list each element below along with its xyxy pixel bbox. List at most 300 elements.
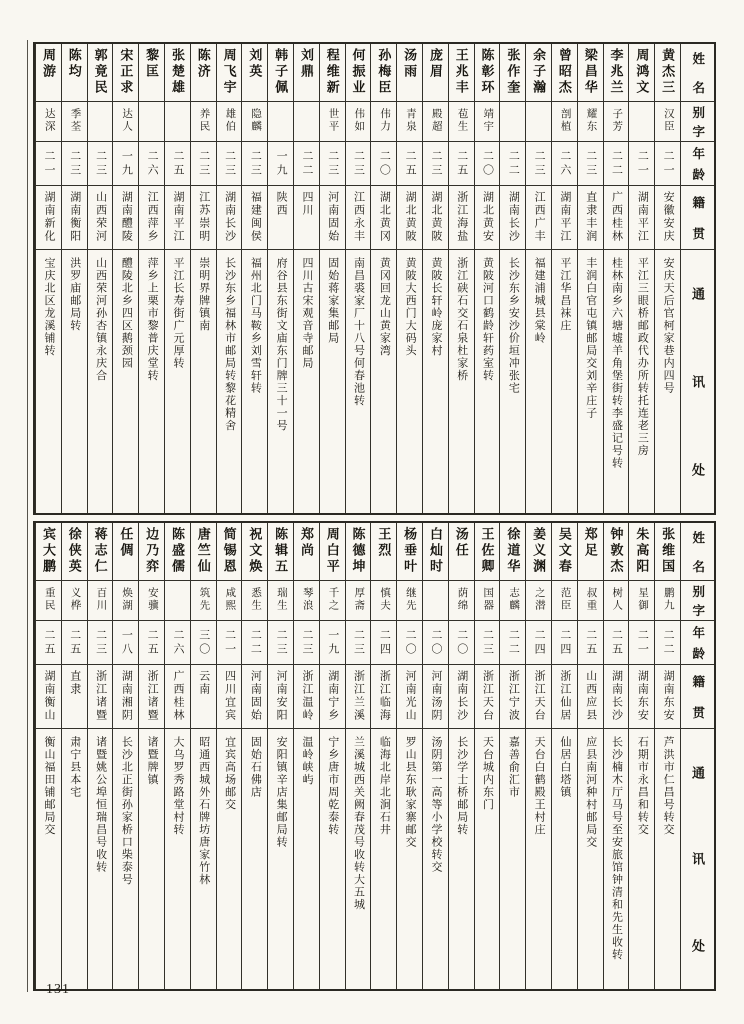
name-cell: 李兆兰 xyxy=(608,48,624,96)
person-column xyxy=(448,44,474,513)
header-name xyxy=(681,44,714,101)
name-cell: 杨垂叶 xyxy=(402,527,418,575)
age-cell: 二六 xyxy=(139,141,164,185)
person-column xyxy=(603,523,629,989)
person-column xyxy=(35,523,61,989)
name-cell: 郑尚 xyxy=(298,527,314,559)
address-cell: 宜宾高场邮交 xyxy=(217,728,242,989)
header-char: 字 xyxy=(690,604,705,617)
person-column xyxy=(164,44,190,513)
age-cell: 二五 xyxy=(139,620,164,664)
age-cell: 二一 xyxy=(629,620,654,664)
zi-cell xyxy=(165,580,190,620)
header-char: 字 xyxy=(690,125,705,138)
header-char: 别 xyxy=(690,584,705,597)
address-cell: 芦洪市仁昌号转交 xyxy=(655,728,680,989)
header-char: 名 xyxy=(690,80,705,93)
zi-cell: 达深 xyxy=(36,101,61,141)
age-cell: 二六 xyxy=(165,620,190,664)
zi-cell xyxy=(268,101,293,141)
native-cell: 山西应县 xyxy=(578,664,603,728)
age-cell: 一九 xyxy=(113,141,138,185)
person-column xyxy=(216,523,242,989)
zi-cell xyxy=(139,101,164,141)
person-column xyxy=(216,44,242,513)
native-cell: 浙江宁波 xyxy=(500,664,525,728)
address-cell: 石期市永昌和转交 xyxy=(629,728,654,989)
person-column xyxy=(345,523,371,989)
address-cell: 四川古宋观音寺邮局 xyxy=(294,249,319,513)
native-cell: 浙江天台 xyxy=(475,664,500,728)
age-cell: 二三 xyxy=(423,141,448,185)
header-char: 贯 xyxy=(690,227,705,240)
native-cell: 四川宜宾 xyxy=(217,664,242,728)
person-column xyxy=(654,523,680,989)
native-cell: 湖南平江 xyxy=(165,185,190,249)
address-cell: 天台白鹤殿王村庄 xyxy=(526,728,551,989)
header-char: 处 xyxy=(690,462,705,476)
zi-cell: 百川 xyxy=(88,580,113,620)
name-cell: 刘鼎 xyxy=(298,48,314,80)
person-column xyxy=(499,44,525,513)
address-cell: 昭通西城外石牌坊唐家竹林 xyxy=(191,728,216,989)
zi-cell: 义桦 xyxy=(62,580,87,620)
person-column xyxy=(87,523,113,989)
address-cell: 洪罗庙邮局转 xyxy=(62,249,87,513)
zi-cell xyxy=(629,101,654,141)
name-cell: 祝文焕 xyxy=(247,527,263,575)
native-cell: 广西桂林 xyxy=(604,185,629,249)
person-column xyxy=(61,44,87,513)
zi-cell: 慎夫 xyxy=(371,580,396,620)
address-cell: 丰润白官屯镇邮局交刘辛庄子 xyxy=(578,249,603,513)
name-cell: 余子瀚 xyxy=(531,48,547,96)
age-cell: 二〇 xyxy=(475,141,500,185)
zi-cell xyxy=(423,580,448,620)
address-cell: 长沙东乡安沙价垣冲张宅 xyxy=(500,249,525,513)
native-cell: 浙江天台 xyxy=(526,664,551,728)
address-cell: 临海北岸北涧石井 xyxy=(371,728,396,989)
person-column xyxy=(87,44,113,513)
header-age xyxy=(681,620,714,664)
age-cell: 二三 xyxy=(217,141,242,185)
age-cell: 二三 xyxy=(191,141,216,185)
age-cell: 二〇 xyxy=(449,620,474,664)
person-column xyxy=(267,523,293,989)
native-cell: 湖南平江 xyxy=(629,185,654,249)
zi-cell: 季荃 xyxy=(62,101,87,141)
header-char: 姓 xyxy=(690,52,705,65)
age-cell: 二〇 xyxy=(397,620,422,664)
name-cell: 郭竟民 xyxy=(92,48,108,96)
name-cell: 周白平 xyxy=(324,527,340,575)
name-cell: 黎匡 xyxy=(144,48,160,80)
name-cell: 宾大鹏 xyxy=(40,527,56,575)
address-cell: 山西荣河孙杏镇永庆合 xyxy=(88,249,113,513)
header-char: 贯 xyxy=(690,706,705,719)
age-cell: 二三 xyxy=(268,620,293,664)
address-cell: 诸暨姚公埠恒瑞昌号收转 xyxy=(88,728,113,989)
name-cell: 宋正求 xyxy=(118,48,134,96)
native-cell: 浙江兰溪 xyxy=(346,664,371,728)
header-char: 通 xyxy=(690,287,705,301)
name-cell: 陈辑五 xyxy=(273,527,289,575)
address-cell: 固始蒋家集邮局 xyxy=(320,249,345,513)
address-cell: 汤阴第一高等小学校转交 xyxy=(423,728,448,989)
name-cell: 陈盛儒 xyxy=(169,527,185,575)
name-cell: 陈均 xyxy=(66,48,82,80)
address-cell: 浙江硖石交石泉杜家桥 xyxy=(449,249,474,513)
zi-cell: 子芳 xyxy=(604,101,629,141)
zi-cell: 瑞生 xyxy=(268,580,293,620)
name-cell: 周鸿文 xyxy=(634,48,650,96)
person-column xyxy=(345,44,371,513)
person-column xyxy=(525,44,551,513)
person-column xyxy=(267,44,293,513)
name-cell: 黄杰三 xyxy=(660,48,676,96)
age-cell: 二五 xyxy=(62,620,87,664)
header-native xyxy=(681,185,714,249)
person-column xyxy=(190,523,216,989)
person-column xyxy=(654,44,680,513)
address-cell: 醴陵北乡四区鹅颈园 xyxy=(113,249,138,513)
native-cell: 湖北黄安 xyxy=(475,185,500,249)
header-address xyxy=(681,249,714,513)
person-column xyxy=(577,44,603,513)
person-column xyxy=(293,44,319,513)
native-cell: 湖北黄陂 xyxy=(423,185,448,249)
native-cell: 河南汤阴 xyxy=(423,664,448,728)
person-column xyxy=(319,523,345,989)
address-cell: 长沙学士桥邮局转 xyxy=(449,728,474,989)
age-cell: 二三 xyxy=(320,141,345,185)
native-cell: 河南安阳 xyxy=(268,664,293,728)
header-char: 龄 xyxy=(690,647,705,660)
age-cell: 二六 xyxy=(552,141,577,185)
age-cell: 二一 xyxy=(217,620,242,664)
age-cell: 三〇 xyxy=(191,620,216,664)
person-column xyxy=(241,523,267,989)
address-cell: 平江长寿街广元厚转 xyxy=(165,249,190,513)
zi-cell: 殿超 xyxy=(423,101,448,141)
age-cell: 二三 xyxy=(346,141,371,185)
age-cell: 二五 xyxy=(36,620,61,664)
person-column xyxy=(551,523,577,989)
native-cell: 浙江海盐 xyxy=(449,185,474,249)
name-cell: 陈德坤 xyxy=(350,527,366,575)
native-cell: 广西桂林 xyxy=(165,664,190,728)
address-cell: 黄陂大西门大码头 xyxy=(397,249,422,513)
address-cell: 宁乡唐市周乾泰转 xyxy=(320,728,345,989)
name-cell: 吴文春 xyxy=(556,527,572,575)
zi-cell: 剖植 xyxy=(552,101,577,141)
age-cell: 二三 xyxy=(294,620,319,664)
native-cell: 湖南新化 xyxy=(36,185,61,249)
zi-cell: 树人 xyxy=(604,580,629,620)
name-cell: 周游 xyxy=(40,48,56,80)
header-column xyxy=(680,523,714,989)
native-cell: 江西萍乡 xyxy=(139,185,164,249)
address-cell: 安庆天后官柯家巷内四号 xyxy=(655,249,680,513)
age-cell: 二三 xyxy=(88,141,113,185)
native-cell: 浙江临海 xyxy=(371,664,396,728)
name-cell: 徐侠英 xyxy=(66,527,82,575)
age-cell: 二五 xyxy=(578,620,603,664)
zi-cell xyxy=(88,101,113,141)
name-cell: 周飞宇 xyxy=(221,48,237,96)
person-column xyxy=(422,44,448,513)
name-cell: 钟敦杰 xyxy=(608,527,624,575)
header-zi xyxy=(681,101,714,141)
header-char: 讯 xyxy=(690,852,705,866)
person-column xyxy=(61,523,87,989)
age-cell: 二〇 xyxy=(423,620,448,664)
address-cell: 宝庆北区龙溪铺转 xyxy=(36,249,61,513)
zi-cell: 悉生 xyxy=(242,580,267,620)
name-cell: 王佐卿 xyxy=(479,527,495,575)
native-cell: 湖南东安 xyxy=(629,664,654,728)
age-cell: 二五 xyxy=(397,141,422,185)
address-cell: 天台城内东门 xyxy=(475,728,500,989)
native-cell: 湖南醴陵 xyxy=(113,185,138,249)
zi-cell: 世平 xyxy=(320,101,345,141)
person-column xyxy=(370,523,396,989)
name-cell: 孙梅臣 xyxy=(376,48,392,96)
name-cell: 边乃弈 xyxy=(144,527,160,575)
zi-cell: 伟如 xyxy=(346,101,371,141)
zi-cell: 靖宇 xyxy=(475,101,500,141)
native-cell: 湖南长沙 xyxy=(449,664,474,728)
name-cell: 王兆丰 xyxy=(453,48,469,96)
native-cell: 江苏崇明 xyxy=(191,185,216,249)
address-cell: 桂林南乡六塘墟羊角堡街转李盛记号转 xyxy=(604,249,629,513)
age-cell: 二〇 xyxy=(371,141,396,185)
person-column xyxy=(138,44,164,513)
zi-cell: 焕湖 xyxy=(113,580,138,620)
header-column xyxy=(680,44,714,513)
header-char: 别 xyxy=(690,105,705,118)
name-cell: 白灿时 xyxy=(427,527,443,575)
header-char: 年 xyxy=(690,625,705,638)
native-cell: 湖南宁乡 xyxy=(320,664,345,728)
zi-cell: 苞生 xyxy=(449,101,474,141)
age-cell: 二四 xyxy=(526,620,551,664)
header-char: 名 xyxy=(690,559,705,572)
header-char: 年 xyxy=(690,146,705,159)
native-cell: 湖南长沙 xyxy=(500,185,525,249)
age-cell: 二二 xyxy=(242,620,267,664)
age-cell: 二四 xyxy=(552,620,577,664)
age-cell: 二五 xyxy=(449,141,474,185)
name-cell: 简锡恩 xyxy=(221,527,237,575)
name-cell: 朱高阳 xyxy=(634,527,650,575)
age-cell: 一八 xyxy=(113,620,138,664)
zi-cell xyxy=(500,101,525,141)
zi-cell: 范臣 xyxy=(552,580,577,620)
person-column xyxy=(164,523,190,989)
address-cell: 肃宁县本宅 xyxy=(62,728,87,989)
native-cell: 河南光山 xyxy=(397,664,422,728)
age-cell: 二三 xyxy=(475,620,500,664)
age-cell: 二二 xyxy=(655,620,680,664)
person-column xyxy=(396,44,422,513)
native-cell: 浙江温岭 xyxy=(294,664,319,728)
native-cell: 云南 xyxy=(191,664,216,728)
name-cell: 曾昭杰 xyxy=(556,48,572,96)
name-cell: 梁昌华 xyxy=(582,48,598,96)
name-cell: 徐道华 xyxy=(505,527,521,575)
age-cell: 二四 xyxy=(371,620,396,664)
person-column xyxy=(319,44,345,513)
address-cell: 崇明界牌镇南 xyxy=(191,249,216,513)
name-cell: 何振业 xyxy=(350,48,366,96)
zi-cell: 达人 xyxy=(113,101,138,141)
age-cell: 二三 xyxy=(526,141,551,185)
native-cell: 河南固始 xyxy=(242,664,267,728)
person-column xyxy=(422,523,448,989)
zi-cell: 隐麟 xyxy=(242,101,267,141)
native-cell: 湖南长沙 xyxy=(604,664,629,728)
person-column xyxy=(628,44,654,513)
native-cell: 湖南衡山 xyxy=(36,664,61,728)
directory-tables xyxy=(33,42,716,991)
native-cell: 湖南长沙 xyxy=(217,185,242,249)
age-cell: 二三 xyxy=(578,141,603,185)
native-cell: 江西永丰 xyxy=(346,185,371,249)
name-cell: 王烈 xyxy=(376,527,392,559)
age-cell: 二三 xyxy=(346,620,371,664)
native-cell: 湖南衡阳 xyxy=(62,185,87,249)
age-cell: 二三 xyxy=(62,141,87,185)
name-cell: 唐竺仙 xyxy=(195,527,211,575)
header-name xyxy=(681,523,714,580)
age-cell: 一九 xyxy=(268,141,293,185)
address-cell: 长沙北正街孙家桥口柴泰号 xyxy=(113,728,138,989)
person-column xyxy=(396,523,422,989)
person-column xyxy=(474,523,500,989)
name-cell: 汤任 xyxy=(453,527,469,559)
person-column xyxy=(474,44,500,513)
age-cell: 二二 xyxy=(500,620,525,664)
person-column xyxy=(370,44,396,513)
zi-cell: 雄伯 xyxy=(217,101,242,141)
header-char: 讯 xyxy=(690,374,705,388)
age-cell: 二三 xyxy=(88,620,113,664)
name-cell: 程维新 xyxy=(324,48,340,96)
zi-cell: 青泉 xyxy=(397,101,422,141)
zi-cell: 咸熙 xyxy=(217,580,242,620)
name-cell: 郑足 xyxy=(582,527,598,559)
header-zi xyxy=(681,580,714,620)
header-char: 处 xyxy=(690,939,705,953)
native-cell: 安徽安庆 xyxy=(655,185,680,249)
address-cell: 诸暨牌镇 xyxy=(139,728,164,989)
address-cell: 固始石佛店 xyxy=(242,728,267,989)
address-cell: 长沙楠木厅马号至安旅馆钟清和先生收转 xyxy=(604,728,629,989)
header-address xyxy=(681,728,714,989)
address-cell: 平江华昌袜庄 xyxy=(552,249,577,513)
native-cell: 山西荣河 xyxy=(88,185,113,249)
address-cell: 长沙东乡福林市邮局转黎花精舍 xyxy=(217,249,242,513)
zi-cell: 鹏九 xyxy=(655,580,680,620)
native-cell: 湖南湘阴 xyxy=(113,664,138,728)
age-cell: 二三 xyxy=(242,141,267,185)
person-column xyxy=(112,523,138,989)
person-column xyxy=(190,44,216,513)
person-column xyxy=(448,523,474,989)
directory-table-top xyxy=(33,42,716,515)
name-cell: 姜义渊 xyxy=(531,527,547,575)
name-cell: 陈彰环 xyxy=(479,48,495,96)
name-cell: 蒋志仁 xyxy=(92,527,108,575)
native-cell: 湖南平江 xyxy=(552,185,577,249)
address-cell: 安阳镇辛店集邮局转 xyxy=(268,728,293,989)
page-number: 131 xyxy=(46,982,70,997)
name-cell: 汤雨 xyxy=(402,48,418,80)
header-char: 通 xyxy=(690,765,705,779)
age-cell: 二二 xyxy=(500,141,525,185)
header-age xyxy=(681,141,714,185)
address-cell: 黄陂河口鹤龄轩药室转 xyxy=(475,249,500,513)
person-column xyxy=(112,44,138,513)
address-cell: 仙居白塔镇 xyxy=(552,728,577,989)
header-char: 龄 xyxy=(690,168,705,181)
name-cell: 庞眉 xyxy=(427,48,443,80)
name-cell: 陈济 xyxy=(195,48,211,80)
zi-cell: 汉臣 xyxy=(655,101,680,141)
address-cell: 嘉善俞汇市 xyxy=(500,728,525,989)
zi-cell: 安骥 xyxy=(139,580,164,620)
native-cell: 湖南东安 xyxy=(655,664,680,728)
address-cell: 兰溪城西关阙春茂号收转大五城 xyxy=(346,728,371,989)
person-column xyxy=(499,523,525,989)
person-column xyxy=(241,44,267,513)
native-cell: 湖北黄冈 xyxy=(371,185,396,249)
person-column xyxy=(525,523,551,989)
person-column xyxy=(603,44,629,513)
person-column xyxy=(628,523,654,989)
age-cell: 二二 xyxy=(604,141,629,185)
zi-cell: 国器 xyxy=(475,580,500,620)
zi-cell: 之潜 xyxy=(526,580,551,620)
zi-cell: 叔重 xyxy=(578,580,603,620)
name-cell: 任倜 xyxy=(118,527,134,559)
native-cell: 浙江仙居 xyxy=(552,664,577,728)
address-cell: 大乌罗秀路堂村转 xyxy=(165,728,190,989)
address-cell: 平江三眼桥邮政代办所转托连老三房 xyxy=(629,249,654,513)
age-cell: 一九 xyxy=(320,620,345,664)
name-cell: 刘英 xyxy=(247,48,263,80)
name-cell: 张楚雄 xyxy=(169,48,185,96)
name-cell: 韩子佩 xyxy=(273,48,289,96)
name-cell: 张维国 xyxy=(660,527,676,575)
zi-cell: 耀东 xyxy=(578,101,603,141)
zi-cell: 志麟 xyxy=(500,580,525,620)
zi-cell: 厚斋 xyxy=(346,580,371,620)
address-cell: 福建浦城县棠岭 xyxy=(526,249,551,513)
address-cell: 衡山福田铺邮局交 xyxy=(36,728,61,989)
person-column xyxy=(35,44,61,513)
header-char: 籍 xyxy=(690,195,705,208)
zi-cell: 伟力 xyxy=(371,101,396,141)
native-cell: 浙江诸暨 xyxy=(88,664,113,728)
person-column xyxy=(551,44,577,513)
zi-cell: 星御 xyxy=(629,580,654,620)
address-cell: 罗山县东耿家寨邮交 xyxy=(397,728,422,989)
native-cell: 直隶 xyxy=(62,664,87,728)
zi-cell xyxy=(526,101,551,141)
header-char: 籍 xyxy=(690,674,705,687)
